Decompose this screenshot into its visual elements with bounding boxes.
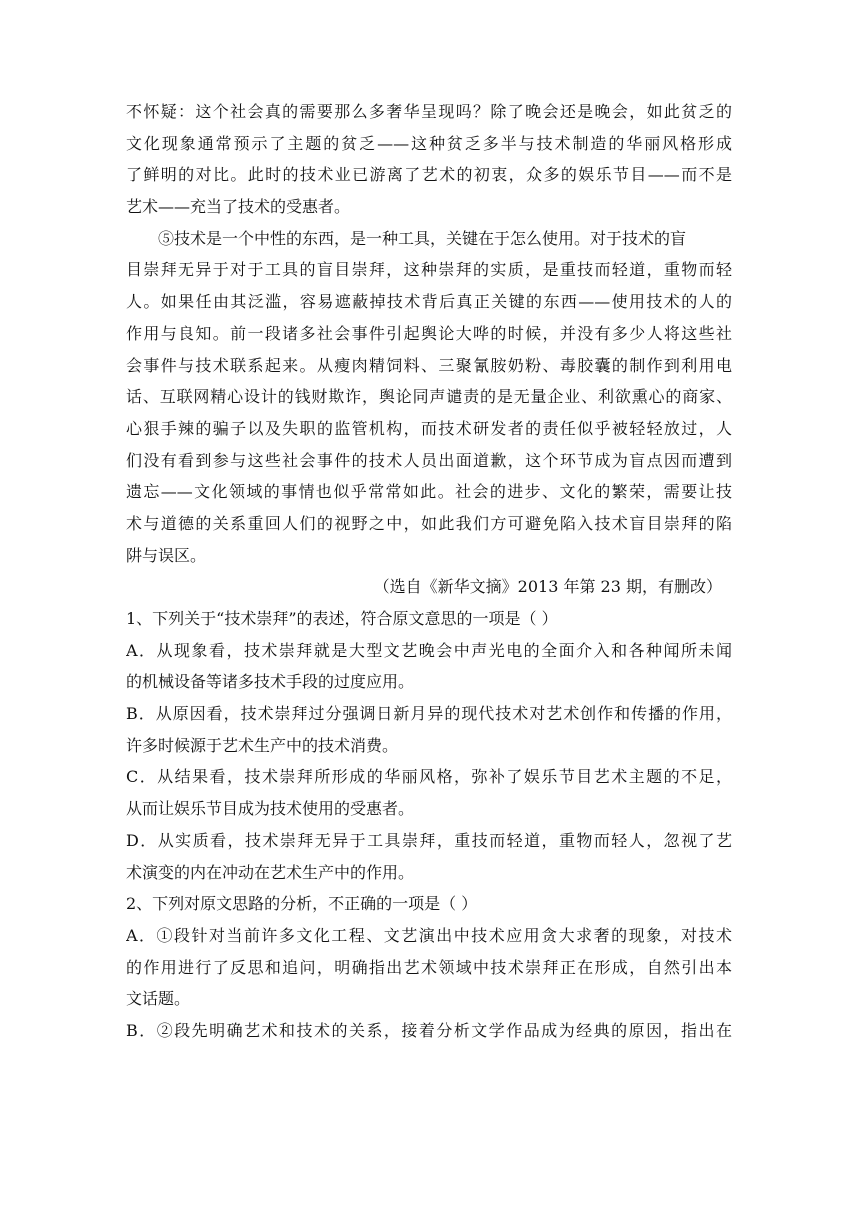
text-line: B．从原因看，技术崇拜过分强调日新月异的现代技术对艺术创作和传播的作用， [126,704,732,724]
text-line: 许多时候源于艺术生产中的技术消费。 [126,735,399,755]
text-line: ⑤技术是一个中性的东西，是一种工具，关键在于怎么使用。对于技术的盲 [158,228,687,248]
text-line: C．从结果看，技术崇拜所形成的华丽风格，弥补了娱乐节目艺术主题的不足， [126,767,732,787]
text-line: A．①段针对当前许多文化工程、文艺演出中技术应用贪大求奢的现象，对技术 [126,925,732,945]
text-line: 术与道德的关系重回人们的视野之中，如此我们方可避免陷入技术盲目崇拜的陷 [126,513,732,533]
text-line: 的机械设备等诸多技术手段的过度应用。 [126,672,415,692]
text-line: 人。如果任由其泛滥，容易遮蔽掉技术背后真正关键的东西——使用技术的人的 [126,292,732,312]
text-line: 话、互联网精心设计的钱财欺诈，舆论同声谴责的是无量企业、利欲熏心的商家、 [126,387,732,407]
text-line: 了鲜明的对比。此时的技术业已游离了艺术的初衷，众多的娱乐节目——而不是 [126,165,732,185]
text-line: 从而让娱乐节目成为技术使用的受惠者。 [126,799,415,819]
text-line: B．②段先明确艺术和技术的关系，接着分析文学作品成为经典的原因，指出在 [126,1020,732,1040]
text-line: 2、下列对原文思路的分析，不正确的一项是（ ） [126,894,478,914]
text-line: 1、下列关于“技术崇拜”的表述，符合原文意思的一项是（ ） [126,609,558,628]
text-line: 术演变的内在冲动在艺术生产中的作用。 [126,862,415,882]
text-line: 的作用进行了反思和追问，明确指出艺术领域中技术崇拜正在形成，自然引出本 [126,957,732,977]
text-column [126,96,732,1047]
text-line: 文化现象通常预示了主题的贫乏——这种贫乏多半与技术制造的华丽风格形成 [126,133,732,153]
text-line: D．从实质看，技术崇拜无异于工具崇拜，重技而轻道，重物而轻人，忽视了艺 [126,830,732,850]
text-line: 作用与良知。前一段诸多社会事件引起舆论大哗的时候，并没有多少人将这些社 [126,323,732,343]
text-line: 不怀疑：这个社会真的需要那么多奢华呈现吗？除了晚会还是晚会，如此贫乏的 [126,102,732,121]
text-line: 会事件与技术联系起来。从瘦肉精饲料、三聚氰胺奶粉、毒胶囊的制作到利用电 [126,355,732,375]
text-line: 遗忘——文化领域的事情也似乎常常如此。社会的进步、文化的繁荣，需要让技 [126,482,732,502]
text-line: 目崇拜无异于对于工具的盲目崇拜，这种崇拜的实质，是重技而轻道，重物而轻 [126,260,732,280]
text-line: A．从现象看，技术崇拜就是大型文艺晚会中声光电的全面介入和各种闻所未闻 [126,640,732,660]
text-line: 心狠手辣的骗子以及失职的监管机构，而技术研发者的责任似乎被轻轻放过，人 [126,418,732,438]
text-line: 文话题。 [126,989,191,1009]
text-line: 们没有看到参与这些社会事件的技术人员出面道歉，这个环节成为盲点因而遭到 [126,450,732,470]
text-line: 艺术——充当了技术的受惠者。 [126,197,351,217]
text-line: 阱与误区。 [126,545,207,565]
text-line: （选自《新华文摘》2013 年第 23 期，有删改） [373,577,722,597]
